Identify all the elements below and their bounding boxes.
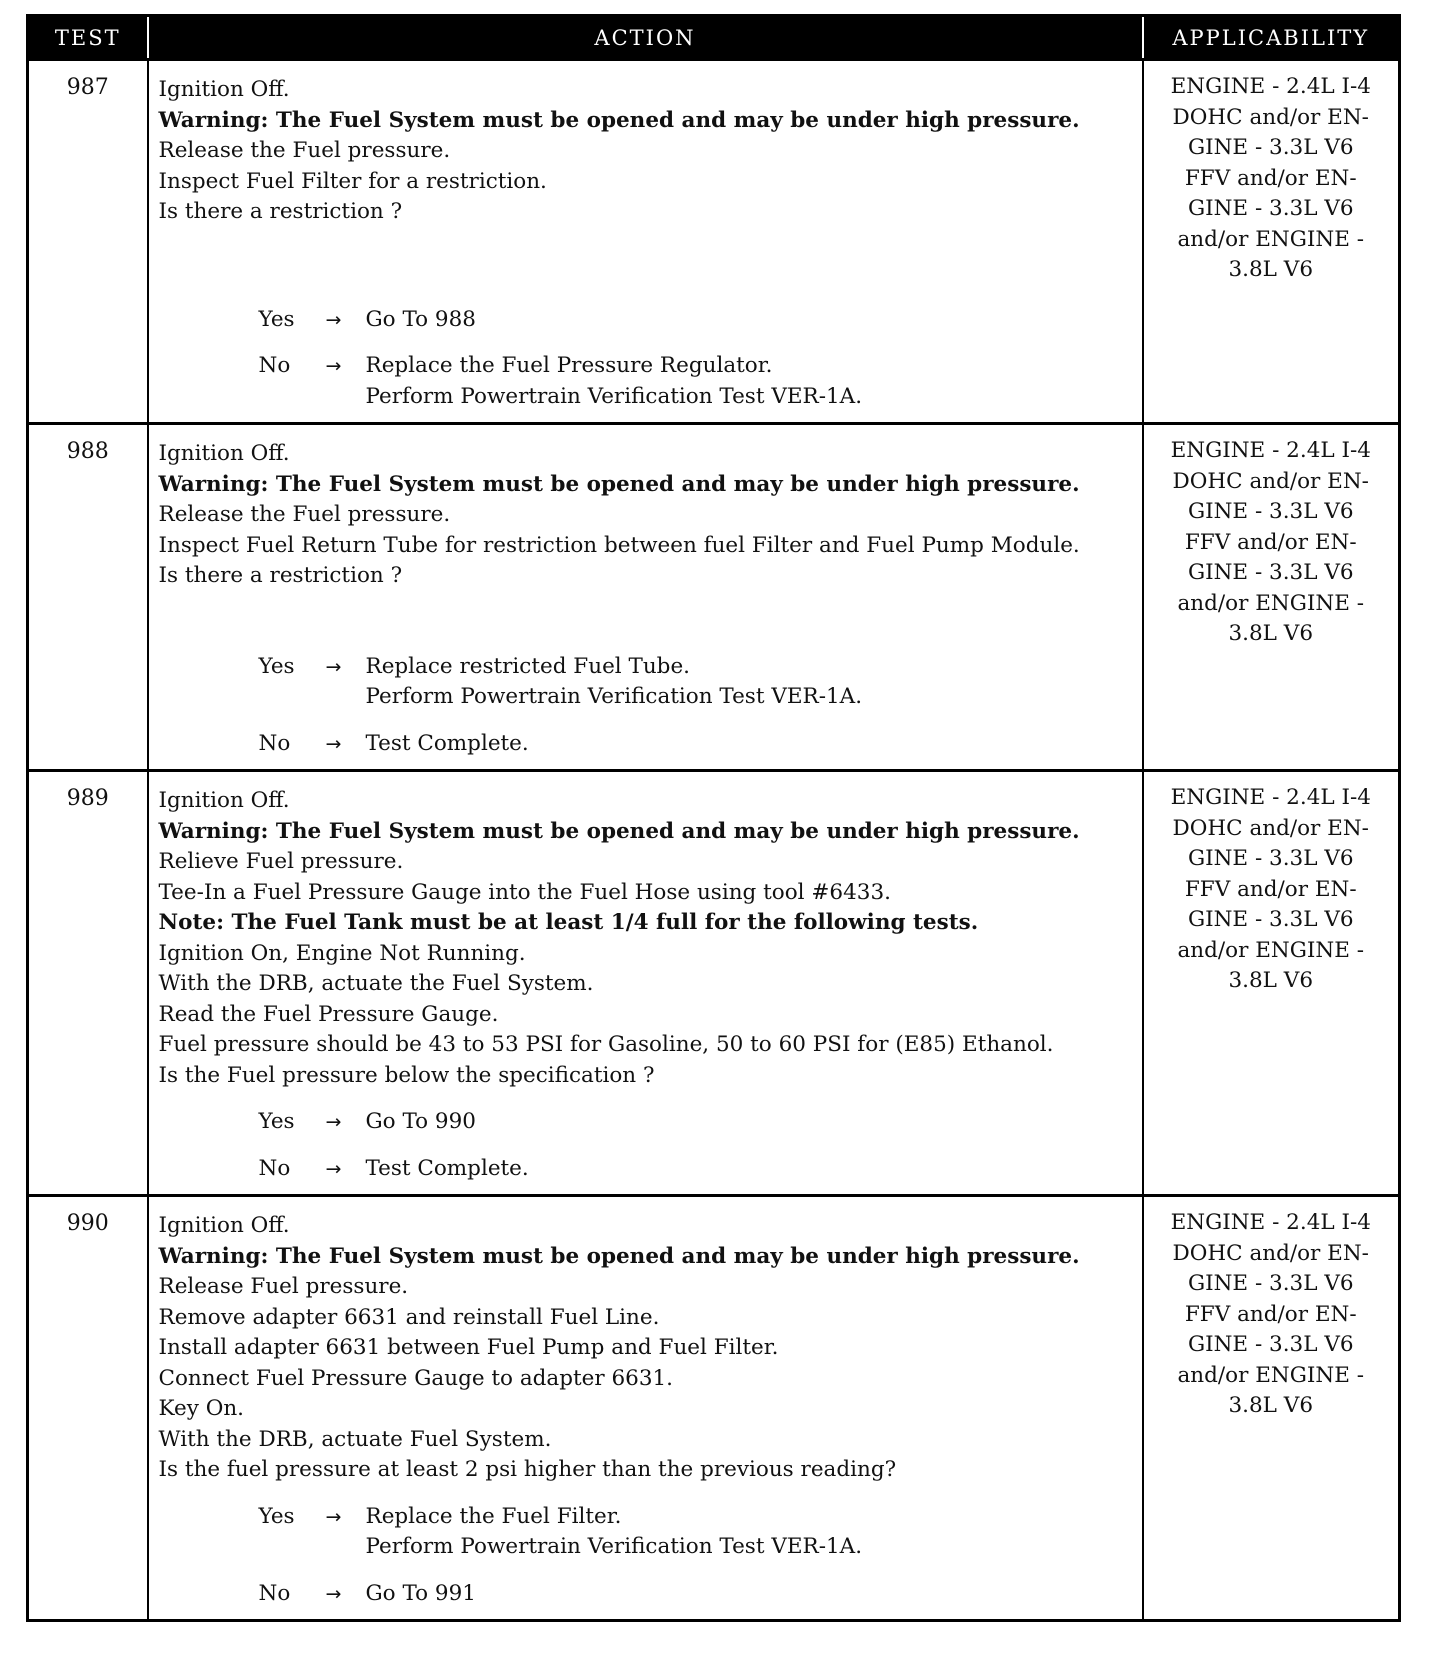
result-line: Perform Powertrain Verification Test VER-1A.	[365, 383, 863, 409]
outcome-result	[366, 1502, 1132, 1563]
test-row-990	[28, 1196, 1400, 1621]
step: Ignition Off.	[158, 1213, 290, 1238]
step: Remove adapter 6631 and reinstall Fuel Line.	[158, 1304, 660, 1330]
test-number: 989	[28, 771, 148, 1196]
action-cell	[148, 771, 1143, 1196]
applicability-line: ENGINE - 2.4L I-4	[1170, 785, 1371, 810]
applicability-line: GINE - 3.3L V6	[1187, 135, 1354, 160]
applicability-line: FFV and/or EN-	[1184, 529, 1357, 555]
test-number: 988	[28, 424, 148, 771]
right-arrow-icon: →	[325, 655, 342, 678]
applicability-line: ENGINE - 2.4L I-4	[1170, 438, 1371, 463]
step: Fuel pressure should be 43 to 53 PSI for Gasoline, 50 to 60 PSI for (E85) Ethanol.	[158, 1032, 1054, 1057]
applicability-line: GINE - 3.3L V6	[1187, 907, 1354, 932]
applicability-line: 3.8L V6	[1228, 257, 1313, 282]
warning-step: Warning: The Fuel System must be opened and may be under high pressure.	[158, 471, 1080, 497]
result-line: Replace restricted Fuel Tube.	[365, 653, 691, 679]
header-test: TEST	[28, 16, 148, 60]
outcome-yes	[259, 652, 1132, 713]
applicability-line: GINE - 3.3L V6	[1187, 560, 1354, 585]
result-line: Replace the Fuel Filter.	[365, 1503, 622, 1529]
header-action: ACTION	[148, 16, 1143, 60]
result-line: Test Complete.	[365, 1155, 529, 1181]
test-row-989	[28, 771, 1400, 1196]
result-line: Go To 991	[365, 1580, 476, 1606]
outcome-result	[366, 351, 1132, 412]
step: Install adapter 6631 between Fuel Pump and Fuel Filter.	[158, 1335, 779, 1360]
action-cell	[148, 1196, 1143, 1621]
table-body	[28, 60, 1400, 1621]
outcome-label: Yes	[258, 1503, 295, 1529]
warning-step: Warning: The Fuel System must be opened and may be under high pressure.	[158, 107, 1080, 133]
applicability-line: DOHC and/or EN-	[1172, 815, 1369, 841]
outcome-label: No	[258, 730, 291, 756]
step: Ignition Off.	[158, 788, 290, 813]
applicability-cell	[1143, 424, 1400, 771]
step: Connect Fuel Pressure Gauge to adapter 6631.	[158, 1365, 674, 1391]
warning-step: Warning: The Fuel System must be opened and may be under high pressure.	[158, 1243, 1080, 1269]
result-line: Perform Powertrain Verification Test VER-1A.	[365, 684, 863, 709]
applicability-cell	[1143, 60, 1400, 424]
outcome-yes	[259, 1107, 1132, 1138]
result-line: Replace the Fuel Pressure Regulator.	[365, 353, 773, 378]
applicability-line: GINE - 3.3L V6	[1187, 499, 1354, 524]
applicability-line: GINE - 3.3L V6	[1187, 196, 1354, 221]
applicability-line: and/or ENGINE -	[1177, 937, 1364, 963]
right-arrow-icon: →	[325, 1111, 342, 1133]
applicability-line: 3.8L V6	[1228, 968, 1313, 993]
applicability-line: 3.8L V6	[1228, 621, 1313, 646]
right-arrow-icon: →	[325, 732, 342, 755]
outcome-result	[366, 652, 1132, 713]
outcome-label: No	[258, 1580, 291, 1606]
applicability-line: 3.8L V6	[1228, 1393, 1313, 1418]
result-line: Go To 990	[365, 1109, 476, 1134]
outcome-result	[366, 305, 1132, 336]
step: Inspect Fuel Return Tube for restriction between fuel Filter and Fuel Pump Module.	[158, 532, 1080, 558]
right-arrow-icon: →	[325, 355, 342, 377]
outcome-label: No	[258, 353, 291, 378]
step: Release the Fuel pressure.	[158, 502, 451, 527]
step: Release Fuel pressure.	[158, 1274, 409, 1299]
step: Relieve Fuel pressure.	[158, 849, 404, 874]
right-arrow-icon: →	[325, 1157, 342, 1180]
test-number: 990	[28, 1196, 148, 1621]
right-arrow-icon: →	[325, 1582, 342, 1605]
question-step: Is there a restriction ?	[158, 199, 403, 224]
result-line: Perform Powertrain Verification Test VER-1A.	[365, 1534, 863, 1559]
applicability-line: FFV and/or EN-	[1184, 1301, 1357, 1327]
step: Release the Fuel pressure.	[158, 138, 451, 163]
test-number: 987	[28, 60, 148, 424]
diagnostic-test-table	[26, 14, 1401, 1622]
outcome-no	[259, 729, 1132, 760]
outcome-yes	[259, 1502, 1132, 1563]
applicability-line: and/or ENGINE -	[1177, 1362, 1364, 1388]
header-applicability: APPLICABILITY	[1143, 16, 1400, 60]
question-step: Is the fuel pressure at least 2 psi higher than the previous reading?	[158, 1457, 897, 1482]
step: Inspect Fuel Filter for a restriction.	[158, 168, 547, 194]
outcome-label: Yes	[258, 1109, 295, 1134]
outcome-label: Yes	[258, 306, 295, 332]
applicability-line: DOHC and/or EN-	[1172, 468, 1369, 494]
right-arrow-icon: →	[325, 308, 342, 331]
applicability-line: FFV and/or EN-	[1184, 165, 1357, 191]
outcome-no	[259, 351, 1132, 412]
step: Ignition Off.	[158, 77, 290, 102]
applicability-line: DOHC and/or EN-	[1172, 1240, 1369, 1266]
applicability-line: and/or ENGINE -	[1177, 590, 1364, 616]
test-row-987	[28, 60, 1400, 424]
applicability-line: DOHC and/or EN-	[1172, 104, 1369, 130]
applicability-line: and/or ENGINE -	[1177, 226, 1364, 252]
outcome-result	[366, 1107, 1132, 1138]
step: With the DRB, actuate Fuel System.	[158, 1426, 552, 1452]
question-step: Is the Fuel pressure below the specification ?	[158, 1062, 655, 1088]
outcome-result	[366, 729, 1132, 760]
applicability-line: GINE - 3.3L V6	[1187, 1271, 1354, 1296]
step: Read the Fuel Pressure Gauge.	[158, 1001, 499, 1027]
outcome-result	[366, 1154, 1132, 1185]
diagnostic-procedure-document	[26, 14, 1398, 1622]
applicability-line: FFV and/or EN-	[1184, 876, 1357, 902]
step: Ignition On, Engine Not Running.	[158, 940, 526, 966]
result-line: Go To 988	[365, 306, 476, 332]
applicability-line: GINE - 3.3L V6	[1187, 846, 1354, 871]
question-step: Is there a restriction ?	[158, 563, 403, 588]
step: Ignition Off.	[158, 441, 290, 466]
note-step: Note: The Fuel Tank must be at least 1/4 full for the following tests.	[158, 910, 979, 935]
outcome-label: No	[258, 1155, 291, 1181]
applicability-line: GINE - 3.3L V6	[1187, 1332, 1354, 1357]
applicability-cell	[1143, 1196, 1400, 1621]
warning-step: Warning: The Fuel System must be opened and may be under high pressure.	[158, 818, 1080, 844]
outcome-no	[259, 1154, 1132, 1185]
action-cell	[148, 60, 1143, 424]
outcome-yes	[259, 305, 1132, 336]
action-cell	[148, 424, 1143, 771]
outcome-label: Yes	[258, 653, 295, 679]
test-row-988	[28, 424, 1400, 771]
applicability-line: ENGINE - 2.4L I-4	[1170, 74, 1371, 99]
step: Tee-In a Fuel Pressure Gauge into the Fuel Hose using tool #6433.	[158, 879, 891, 905]
result-line: Test Complete.	[365, 730, 529, 756]
outcome-result	[366, 1579, 1132, 1610]
outcome-no	[259, 1579, 1132, 1610]
step: With the DRB, actuate the Fuel System.	[158, 971, 594, 996]
applicability-cell	[1143, 771, 1400, 1196]
applicability-line: ENGINE - 2.4L I-4	[1170, 1210, 1371, 1235]
step: Key On.	[158, 1396, 244, 1421]
table-header	[28, 16, 1400, 60]
right-arrow-icon: →	[325, 1505, 342, 1528]
